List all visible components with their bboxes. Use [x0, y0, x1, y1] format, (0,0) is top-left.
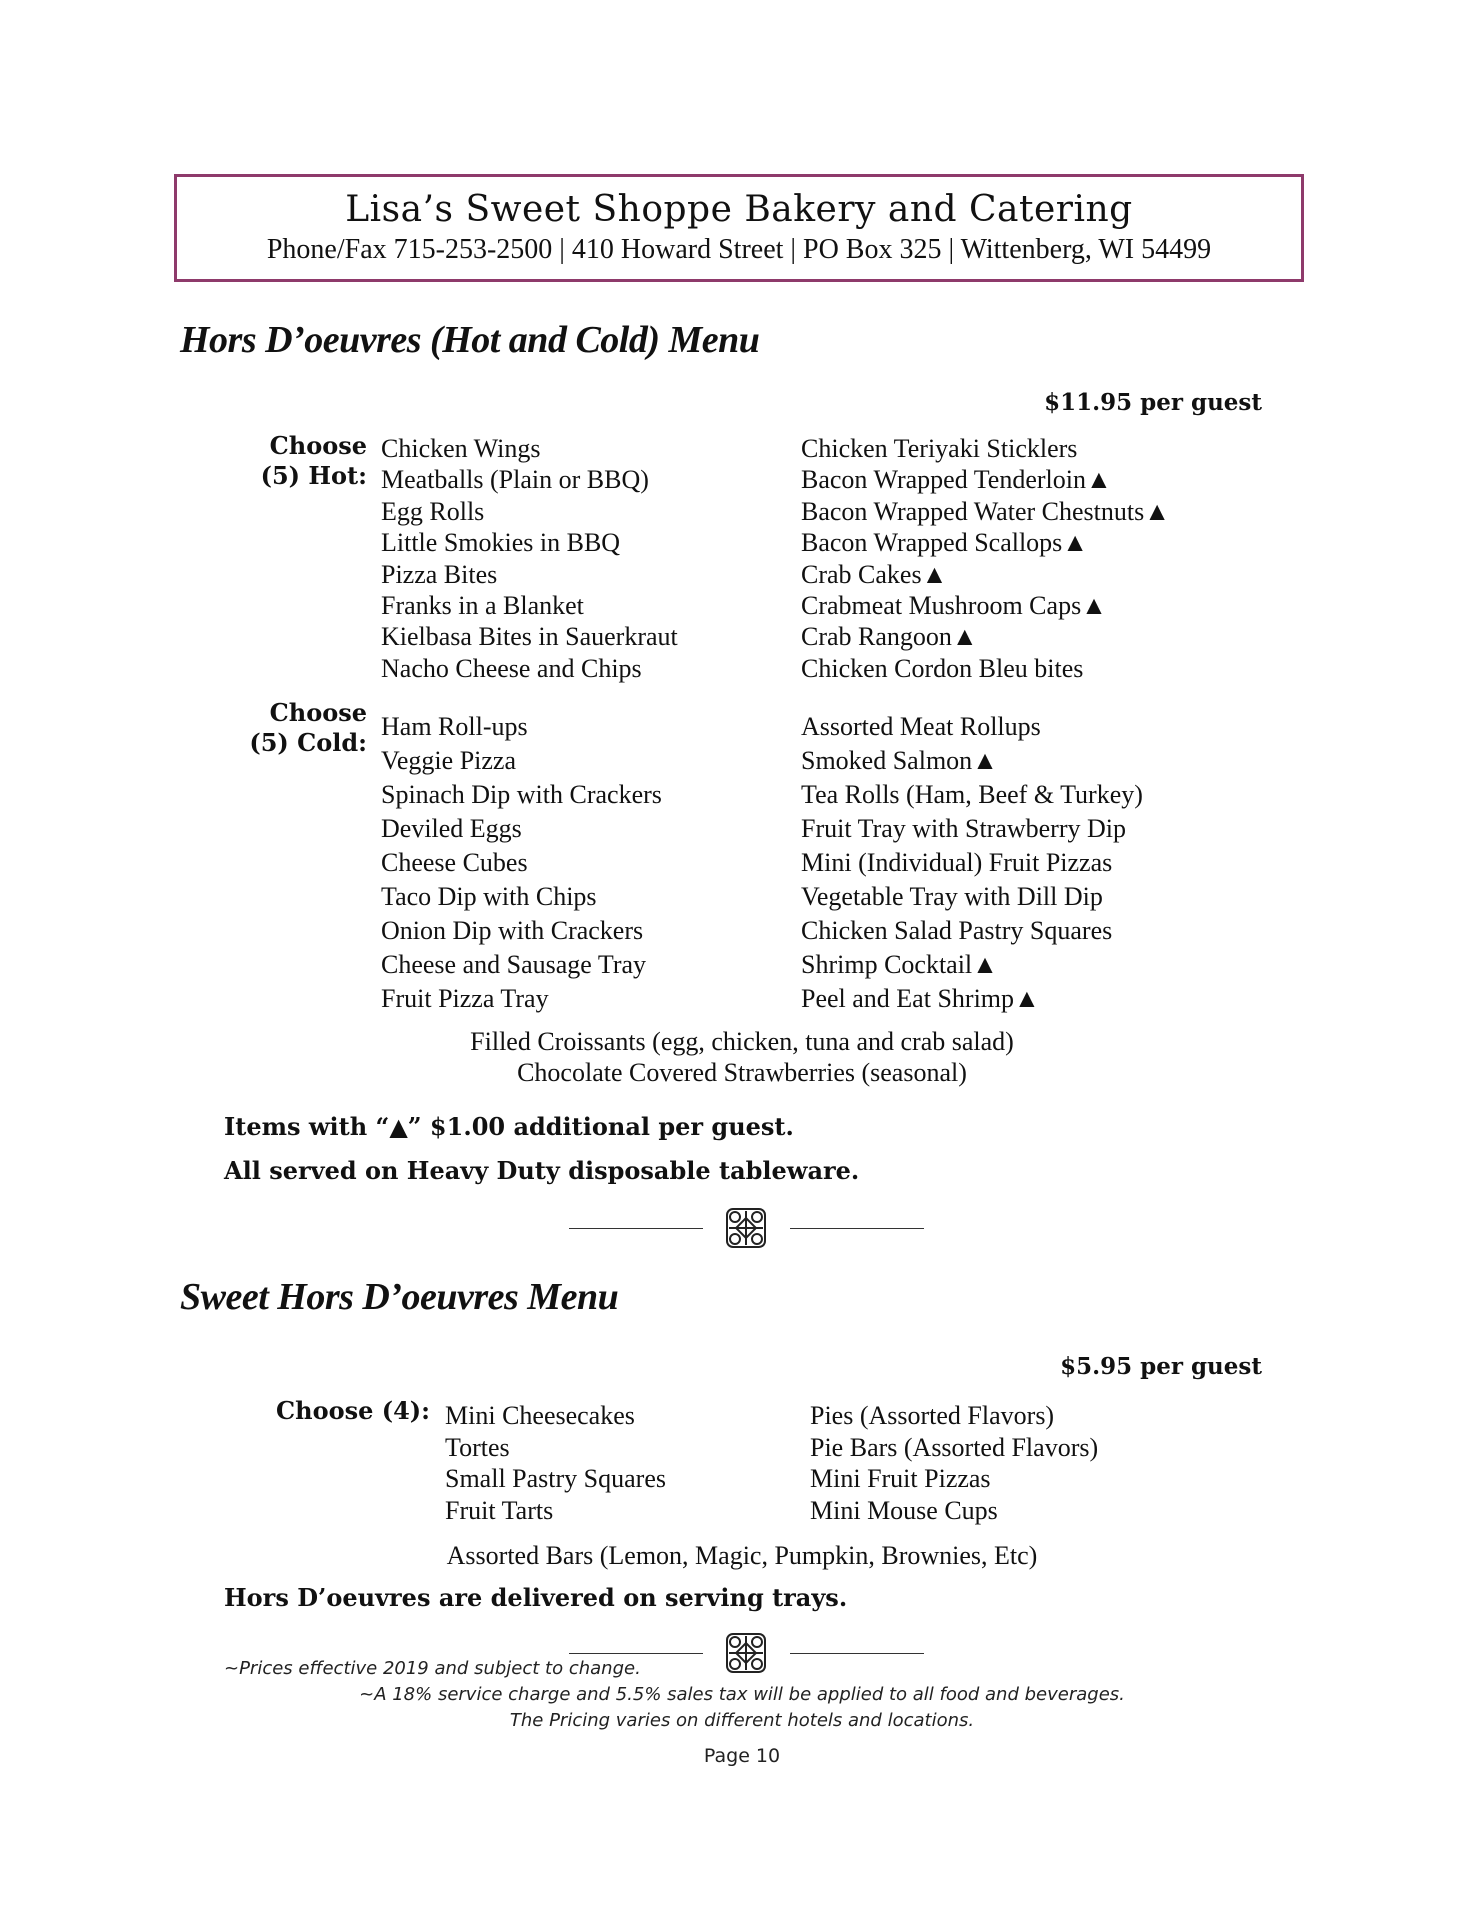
header-box — [174, 174, 1304, 282]
menu-item: Deviled Eggs — [381, 814, 522, 843]
cold-items-left — [381, 710, 662, 1016]
serving-trays-note: Hors D’oeuvres are delivered on serving trays. — [224, 1583, 848, 1612]
sweet-items-left — [445, 1400, 666, 1526]
menu-item: Pies (Assorted Flavors) — [810, 1401, 1055, 1430]
divider-line-left — [569, 1228, 703, 1229]
menu-item: Chicken Salad Pastry Squares — [801, 916, 1113, 945]
menu-item: Taco Dip with Chips — [381, 882, 597, 911]
menu-item: Egg Rolls — [381, 496, 485, 526]
croissants-line: Filled Croissants (egg, chicken, tuna and crab salad) — [470, 1027, 1014, 1056]
menu-item: Pie Bars (Assorted Flavors) — [810, 1432, 1099, 1462]
menu-item: Pizza Bites — [381, 559, 498, 589]
sweet-items-right — [810, 1400, 1098, 1526]
celtic-knot-ornament-icon — [723, 1630, 769, 1676]
hot-choose-label-line1: Choose — [269, 431, 367, 460]
menu-item: Nacho Cheese and Chips — [381, 653, 642, 683]
menu-item: Tea Rolls (Ham, Beef & Turkey) — [801, 780, 1143, 809]
tableware-note: All served on Heavy Duty disposable tableware. — [224, 1156, 860, 1185]
divider-line-left — [569, 1653, 703, 1654]
hot-cold-price: $11.95 per guest — [1044, 389, 1262, 416]
menu-item: Fruit Tarts — [445, 1495, 554, 1525]
menu-item: Little Smokies in BBQ — [381, 528, 621, 558]
hot-items-left — [381, 433, 678, 684]
pricing-varies-note: The Pricing varies on different hotels and locations. — [509, 1710, 975, 1731]
celtic-knot-ornament-icon — [723, 1205, 769, 1251]
menu-item: Shrimp Cocktail▲ — [801, 950, 998, 979]
hot-choose-label-line2: (5) Hot: — [260, 461, 367, 490]
section-divider — [0, 1205, 1484, 1255]
menu-item: Mini (Individual) Fruit Pizzas — [801, 848, 1113, 877]
menu-item: Bacon Wrapped Tenderloin▲ — [801, 465, 1112, 495]
menu-item: Chicken Wings — [381, 434, 541, 463]
prices-effective-note: ~Prices effective 2019 and subject to change. — [224, 1658, 641, 1679]
business-contact: Phone/Fax 715-253-2500 | 410 Howard Street | PO Box 325 | Wittenberg, WI 54499 — [266, 234, 1212, 265]
menu-item: Spinach Dip with Crackers — [381, 780, 662, 809]
cold-choose-label-line1: Choose — [269, 698, 367, 727]
divider-line-right — [790, 1653, 924, 1654]
menu-item: Crabmeat Mushroom Caps▲ — [801, 591, 1107, 621]
page-number: Page 10 — [703, 1745, 781, 1767]
menu-item: Bacon Wrapped Scallops▲ — [801, 528, 1089, 558]
menu-item: Fruit Tray with Strawberry Dip — [801, 814, 1126, 843]
hot-items-right — [801, 433, 1170, 684]
triangle-surcharge-note: Items with “▲” $1.00 additional per guest. — [224, 1112, 794, 1141]
service-charge-note: ~A 18% service charge and 5.5% sales tax will be applied to all food and beverages. — [359, 1684, 1125, 1705]
menu-item: Veggie Pizza — [381, 746, 517, 775]
assorted-bars-line: Assorted Bars (Lemon, Magic, Pumpkin, Brownies, Etc) — [446, 1541, 1038, 1570]
menu-item: Meatballs (Plain or BBQ) — [381, 465, 649, 495]
strawberries-line: Chocolate Covered Strawberries (seasonal) — [517, 1058, 967, 1087]
menu-item: Crab Cakes▲ — [801, 559, 948, 589]
menu-item: Mini Cheesecakes — [445, 1401, 635, 1430]
menu-item: Bacon Wrapped Water Chestnuts▲ — [801, 496, 1170, 526]
sweet-choose-label: Choose (4): — [276, 1396, 430, 1425]
menu-item: Vegetable Tray with Dill Dip — [801, 882, 1103, 911]
cold-choose-label — [240, 698, 367, 758]
menu-item: Ham Roll-ups — [381, 712, 528, 741]
menu-item: Peel and Eat Shrimp▲ — [801, 984, 1040, 1013]
menu-item: Chicken Cordon Bleu bites — [801, 653, 1084, 683]
menu-item: Cheese Cubes — [381, 848, 528, 877]
menu-item: Cheese and Sausage Tray — [381, 950, 647, 979]
sweet-menu-title: Sweet Hors D’oeuvres Menu — [180, 1276, 619, 1318]
menu-item: Smoked Salmon▲ — [801, 746, 998, 775]
sweet-price: $5.95 per guest — [1060, 1353, 1262, 1380]
menu-item: Kielbasa Bites in Sauerkraut — [381, 622, 678, 652]
menu-item: Mini Fruit Pizzas — [810, 1464, 991, 1493]
menu-item: Chicken Teriyaki Sticklers — [801, 434, 1078, 463]
hot-cold-menu-title: Hors D’oeuvres (Hot and Cold) Menu — [180, 319, 760, 361]
divider-line-right — [790, 1228, 924, 1229]
cold-choose-label-line2: (5) Cold: — [249, 728, 367, 757]
menu-item: Fruit Pizza Tray — [381, 984, 549, 1013]
hot-choose-label — [250, 431, 367, 491]
menu-item: Tortes — [445, 1432, 510, 1462]
section-divider — [0, 1630, 1484, 1680]
menu-item: Small Pastry Squares — [445, 1464, 666, 1493]
menu-item: Mini Mouse Cups — [810, 1495, 998, 1525]
menu-item: Assorted Meat Rollups — [801, 712, 1041, 741]
menu-item: Crab Rangoon▲ — [801, 622, 978, 652]
menu-item: Onion Dip with Crackers — [381, 916, 644, 945]
menu-item: Franks in a Blanket — [381, 591, 584, 621]
cold-items-right — [801, 710, 1143, 1016]
business-name: Lisa’s Sweet Shoppe Bakery and Catering — [345, 189, 1133, 230]
